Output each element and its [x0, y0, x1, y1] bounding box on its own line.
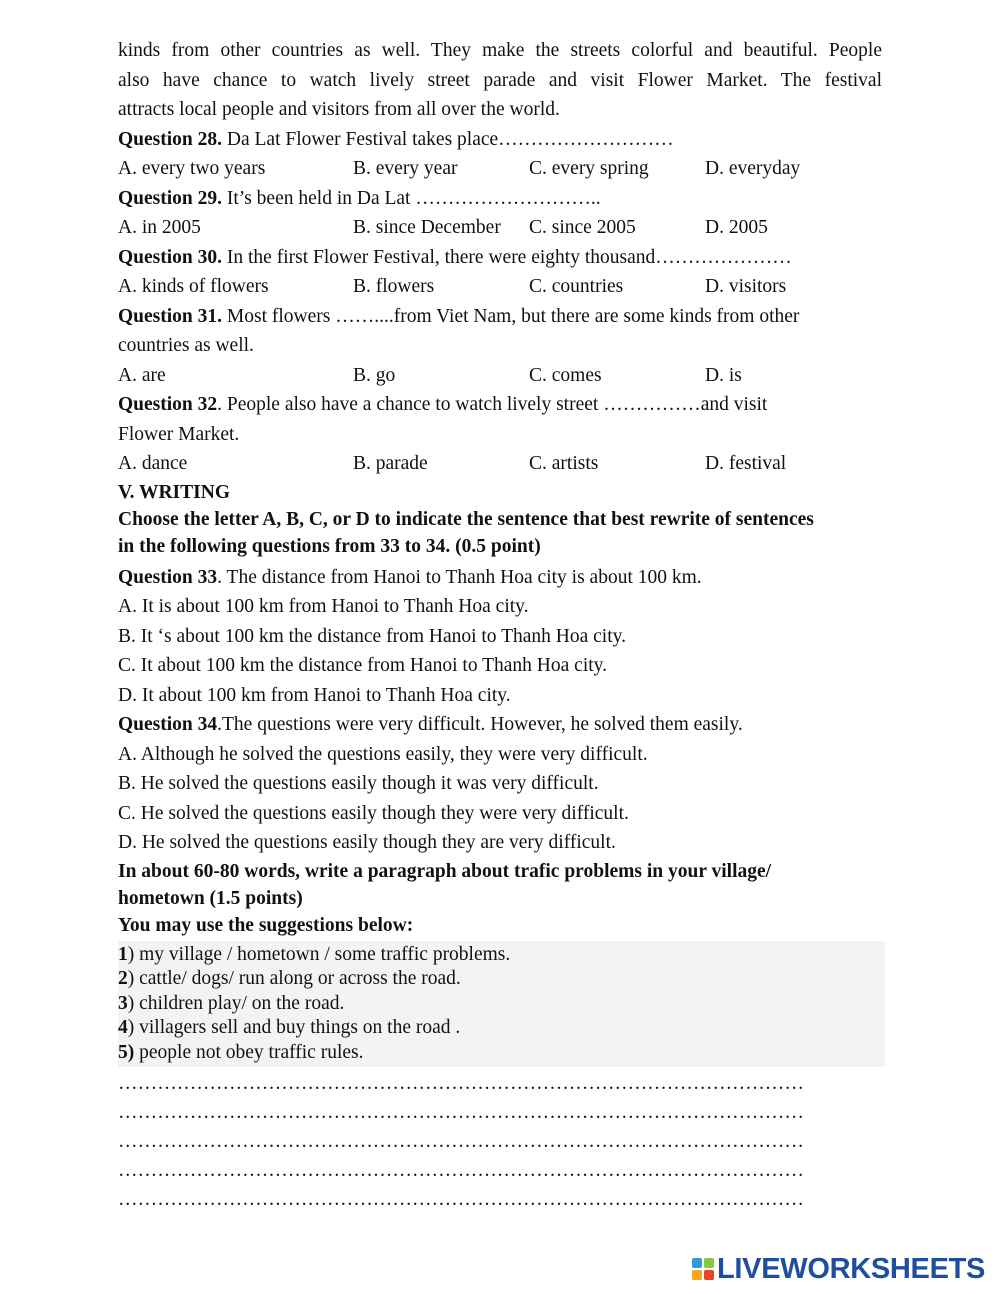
- option-b[interactable]: B. He solved the questions easily though it was very difficult.: [118, 773, 599, 794]
- question-29-options: [118, 213, 882, 243]
- paragraph-instruction: hometown (1.5 points): [118, 887, 303, 909]
- option-d[interactable]: D. everyday: [705, 158, 801, 179]
- option-b[interactable]: B. go: [353, 364, 396, 386]
- suggestions-heading: You may use the suggestions below:: [118, 914, 414, 936]
- suggestion-number: 2: [118, 968, 128, 990]
- option-a[interactable]: A. kinds of flowers: [118, 276, 269, 297]
- suggestion-item: [118, 1016, 885, 1041]
- passage-line: attracts local people and visitors from all over the world.: [118, 99, 560, 120]
- liveworksheets-logo: [692, 1253, 985, 1285]
- question-label: Question 32: [118, 394, 218, 415]
- passage-line: kinds from other countries as well. They make the streets colorful and beautiful. People: [118, 40, 882, 61]
- option-c[interactable]: C. countries: [529, 276, 624, 297]
- suggestion-item: [118, 943, 885, 968]
- logo-tile: [692, 1270, 702, 1280]
- suggestion-text: people not obey traffic rules.: [134, 1041, 364, 1063]
- option-c[interactable]: C. It about 100 km the distance from Hanoi to Thanh Hoa city.: [118, 655, 608, 676]
- option-b[interactable]: B. parade: [353, 453, 428, 474]
- answer-area[interactable]: [118, 1069, 882, 1214]
- option-a[interactable]: A. are: [118, 364, 166, 386]
- question-32-text-continued: Flower Market.: [118, 423, 240, 445]
- option-b[interactable]: B. since December: [353, 217, 501, 238]
- question-text: .The questions were very difficult. However, he solved them easily.: [217, 714, 743, 735]
- answer-line[interactable]: ……………………………………………………………………………………………: [118, 1131, 804, 1153]
- question-text: In the first Flower Festival, there were eighty thousand…………………: [222, 246, 792, 268]
- suggestion-text: ) cattle/ dogs/ run along or across the road.: [127, 968, 461, 990]
- question-28-options: [118, 154, 882, 184]
- suggestion-number: 5): [118, 1041, 135, 1063]
- reading-passage-tail: [118, 36, 882, 125]
- question-label: Question 28.: [118, 128, 223, 150]
- suggestion-number: 3: [118, 992, 128, 1014]
- question-text: Da Lat Flower Festival takes place………………………: [222, 128, 674, 150]
- option-d[interactable]: D. is: [705, 364, 742, 386]
- option-a[interactable]: A. dance: [118, 453, 188, 474]
- writing-instruction: Choose the letter A, B, C, or D to indicate the sentence that best rewrite of sentences: [118, 508, 814, 530]
- option-a[interactable]: A. in 2005: [118, 217, 201, 238]
- option-a[interactable]: A. It is about 100 km from Hanoi to Thanh Hoa city.: [118, 596, 529, 617]
- logo-text: LIVEWORKSHEETS: [717, 1252, 986, 1285]
- question-label: Question 29.: [118, 187, 223, 209]
- logo-tile: [692, 1258, 702, 1268]
- logo-mark-icon: [692, 1258, 714, 1280]
- option-d[interactable]: D. visitors: [705, 276, 787, 297]
- answer-line[interactable]: ……………………………………………………………………………………………: [118, 1073, 804, 1095]
- paragraph-instruction: In about 60-80 words, write a paragraph about trafic problems in your village/: [118, 860, 772, 882]
- answer-line[interactable]: ……………………………………………………………………………………………: [118, 1160, 804, 1182]
- option-c[interactable]: C. He solved the questions easily though they were very difficult.: [118, 802, 629, 824]
- question-28: [118, 125, 882, 155]
- question-31-text-continued: countries as well.: [118, 335, 254, 356]
- option-d[interactable]: D. He solved the questions easily though they are very difficult.: [118, 832, 616, 853]
- option-d[interactable]: D. 2005: [705, 217, 768, 238]
- option-c[interactable]: C. comes: [529, 364, 602, 386]
- question-31-options: [118, 361, 882, 391]
- question-text: . The distance from Hanoi to Thanh Hoa city is about 100 km.: [217, 566, 702, 588]
- question-label: Question 34: [118, 714, 218, 735]
- answer-line[interactable]: ……………………………………………………………………………………………: [118, 1102, 804, 1124]
- suggestion-number: 1: [118, 943, 128, 965]
- option-b[interactable]: B. flowers: [353, 276, 435, 297]
- question-label: Question 33: [118, 566, 218, 588]
- logo-tile: [704, 1270, 714, 1280]
- option-c[interactable]: C. every spring: [529, 158, 649, 179]
- option-d[interactable]: D. It about 100 km from Hanoi to Thanh Hoa city.: [118, 684, 511, 706]
- option-b[interactable]: B. It ‘s about 100 km the distance from Hanoi to Thanh Hoa city.: [118, 625, 626, 647]
- suggestion-item: [118, 967, 885, 992]
- option-c[interactable]: C. since 2005: [529, 217, 636, 238]
- passage-line: also have chance to watch lively street parade and visit Flower Market. The festival: [118, 69, 882, 91]
- option-b[interactable]: B. every year: [353, 158, 458, 179]
- question-31: [118, 302, 882, 332]
- writing-instruction: in the following questions from 33 to 34. (0.5 point): [118, 535, 541, 557]
- question-32: [118, 390, 882, 420]
- answer-line[interactable]: ……………………………………………………………………………………………: [118, 1189, 804, 1211]
- suggestion-number: 4: [118, 1017, 128, 1039]
- option-a[interactable]: A. Although he solved the questions easily, they were very difficult.: [118, 743, 648, 765]
- question-text: It’s been held in Da Lat ………………………..: [222, 187, 601, 209]
- suggestion-text: ) children play/ on the road.: [127, 992, 345, 1014]
- suggestion-text: ) villagers sell and buy things on the road .: [127, 1017, 461, 1039]
- option-d[interactable]: D. festival: [705, 453, 787, 474]
- question-label: Question 30.: [118, 246, 223, 268]
- suggestion-item: [118, 992, 885, 1017]
- question-text: Most flowers ……....from Viet Nam, but there are some kinds from other: [222, 305, 800, 327]
- logo-tile: [704, 1258, 714, 1268]
- suggestion-item: [118, 1041, 885, 1066]
- suggestion-text: ) my village / hometown / some traffic problems.: [127, 943, 511, 965]
- question-33: [118, 563, 882, 593]
- option-a[interactable]: A. every two years: [118, 158, 266, 179]
- option-c[interactable]: C. artists: [529, 453, 599, 474]
- question-34: [118, 710, 882, 740]
- section-heading-writing: V. WRITING: [118, 481, 230, 503]
- question-label: Question 31.: [118, 305, 223, 327]
- question-text: . People also have a chance to watch lively street ……………and visit: [217, 394, 768, 415]
- suggestions-box: [118, 941, 885, 1068]
- question-30: [118, 243, 882, 273]
- question-30-options: [118, 272, 882, 302]
- worksheet-page: [118, 36, 882, 1214]
- question-29: [118, 184, 882, 214]
- question-32-options: [118, 449, 882, 479]
